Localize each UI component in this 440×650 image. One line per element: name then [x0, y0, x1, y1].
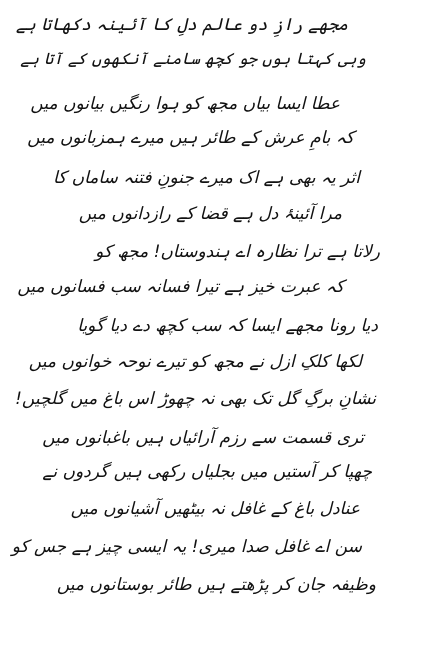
verse-line: اثر یہ بھی ہے اک میرے جنونِ فتنہ ساماں کا [52, 168, 360, 188]
verse-line: تری قسمت سے رزم آرائیاں ہیں باغبانوں میں [42, 428, 364, 448]
verse-line: کہ عبرت خیز ہے تیرا فسانہ سب فسانوں میں [17, 277, 344, 297]
verse-line: وہی کہتا ہوں جو کچھ سامنے آنکھوں کے آتا ہے [20, 49, 366, 68]
verse-line: سن اے غافل صدا میری! یہ ایسی چیز ہے جس کو [11, 537, 362, 557]
verse-line: مجھے رازِ دو عالم دلِ کا آئینہ دکھاتا ہے [15, 15, 348, 35]
verse-line: مرا آئینۂ دل ہے قضا کے رازدانوں میں [78, 204, 342, 224]
verse-line: نشانِ برگِ گل تک بھی نہ چھوڑ اس باغ میں گلچیں! [15, 389, 376, 409]
poem-verses [0, 14, 440, 634]
verse-line: دیا رونا مجھے ایسا کہ سب کچھ دے دیا گویا [77, 316, 378, 336]
verse-line: وظیفہ جان کر پڑھتے ہیں طائر بوستانوں میں [56, 575, 376, 595]
verse-line: کہ بامِ عرش کے طائر ہیں میرے ہمزبانوں میں [27, 128, 354, 148]
verse-line: عطا ایسا بیاں مجھ کو ہوا رنگیں بیانوں میں [30, 94, 340, 114]
verse-line: عنادل باغ کے غافل نہ بیٹھیں آشیانوں میں [70, 499, 360, 519]
verse-line: لکھا کلکِ ازل نے مجھ کو تیرے نوحہ خوانوں میں [28, 352, 362, 372]
verse-line: رلاتا ہے ترا نظارہ اے ہندوستاں! مجھ کو [95, 242, 380, 262]
verse-line: چھپا کر آستیں میں بجلیاں رکھی ہیں گردوں نے [42, 462, 372, 482]
